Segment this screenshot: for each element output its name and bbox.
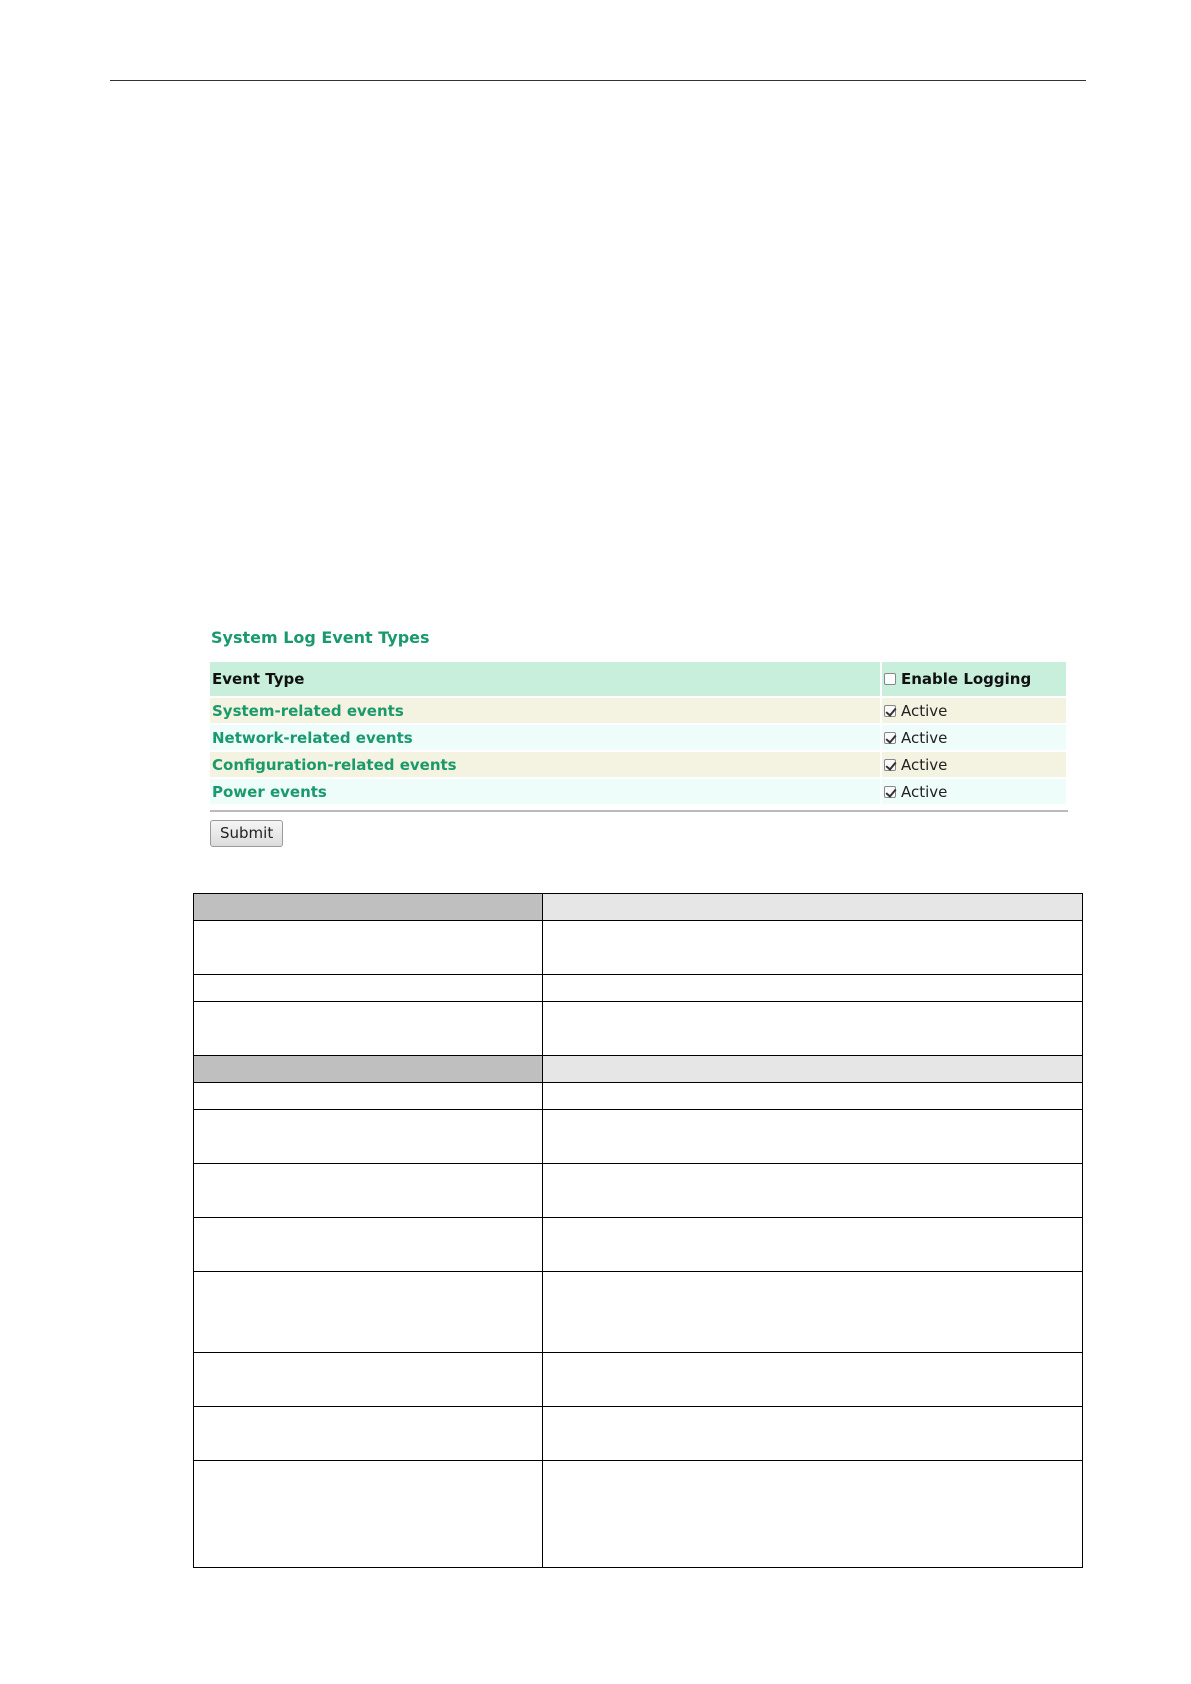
table-row xyxy=(194,1002,1083,1056)
table-cell xyxy=(543,1353,1083,1407)
table-cell xyxy=(543,1461,1083,1568)
event-type-header: Event Type xyxy=(210,662,880,696)
enable-logging-header xyxy=(882,662,1066,696)
table-section-header xyxy=(194,1056,1083,1083)
table-cell xyxy=(543,921,1083,975)
table-cell xyxy=(194,1353,543,1407)
table-row xyxy=(194,1407,1083,1461)
table-cell xyxy=(194,1218,543,1272)
table-row xyxy=(194,975,1083,1002)
table-row xyxy=(194,1272,1083,1353)
event-name: System-related events xyxy=(210,698,880,723)
event-status-cell xyxy=(882,779,1066,804)
table-cell xyxy=(194,1110,543,1164)
event-name: Configuration-related events xyxy=(210,752,880,777)
event-name: Power events xyxy=(210,779,880,804)
table-cell xyxy=(543,894,1083,921)
table-cell xyxy=(194,1272,543,1353)
event-name: Network-related events xyxy=(210,725,880,750)
active-checkbox[interactable] xyxy=(884,786,896,798)
table-cell xyxy=(194,921,543,975)
event-status-cell xyxy=(882,725,1066,750)
active-label: Active xyxy=(901,782,948,801)
table-cell xyxy=(194,1164,543,1218)
event-types-table xyxy=(208,660,1068,806)
table-header-row xyxy=(210,662,1066,696)
table-row xyxy=(194,1218,1083,1272)
enable-logging-label: Enable Logging xyxy=(901,670,1032,688)
table-section-header xyxy=(194,894,1083,921)
table-cell xyxy=(194,1461,543,1568)
table-row xyxy=(194,1083,1083,1110)
table-row xyxy=(194,1110,1083,1164)
active-label: Active xyxy=(901,728,948,747)
table-cell xyxy=(194,894,543,921)
event-row-network xyxy=(210,725,1066,750)
table-cell xyxy=(194,1056,543,1083)
table-cell xyxy=(543,1056,1083,1083)
table-cell xyxy=(194,1083,543,1110)
table-cell xyxy=(543,1164,1083,1218)
enable-logging-checkbox[interactable] xyxy=(884,673,896,685)
active-checkbox[interactable] xyxy=(884,732,896,744)
event-row-system xyxy=(210,698,1066,723)
event-status-cell xyxy=(882,698,1066,723)
table-cell xyxy=(194,975,543,1002)
event-status-cell xyxy=(882,752,1066,777)
panel-divider xyxy=(210,810,1068,812)
table-cell xyxy=(543,1083,1083,1110)
table-cell xyxy=(194,1002,543,1056)
event-row-power xyxy=(210,779,1066,804)
submit-button[interactable]: Submit xyxy=(210,820,283,847)
table-cell xyxy=(543,1110,1083,1164)
table-row xyxy=(194,1353,1083,1407)
table-cell xyxy=(543,1407,1083,1461)
active-label: Active xyxy=(901,755,948,774)
event-row-configuration xyxy=(210,752,1066,777)
table-cell xyxy=(543,1218,1083,1272)
table-cell xyxy=(194,1407,543,1461)
table-cell xyxy=(543,975,1083,1002)
panel-title: System Log Event Types xyxy=(211,628,430,647)
table-row xyxy=(194,1461,1083,1568)
table-row xyxy=(194,1164,1083,1218)
active-checkbox[interactable] xyxy=(884,759,896,771)
table-cell xyxy=(543,1002,1083,1056)
active-label: Active xyxy=(901,701,948,720)
settings-description-table xyxy=(193,893,1083,1568)
table-row xyxy=(194,921,1083,975)
page-top-rule xyxy=(110,80,1086,81)
table-cell xyxy=(543,1272,1083,1353)
system-log-panel xyxy=(210,628,1070,847)
active-checkbox[interactable] xyxy=(884,705,896,717)
